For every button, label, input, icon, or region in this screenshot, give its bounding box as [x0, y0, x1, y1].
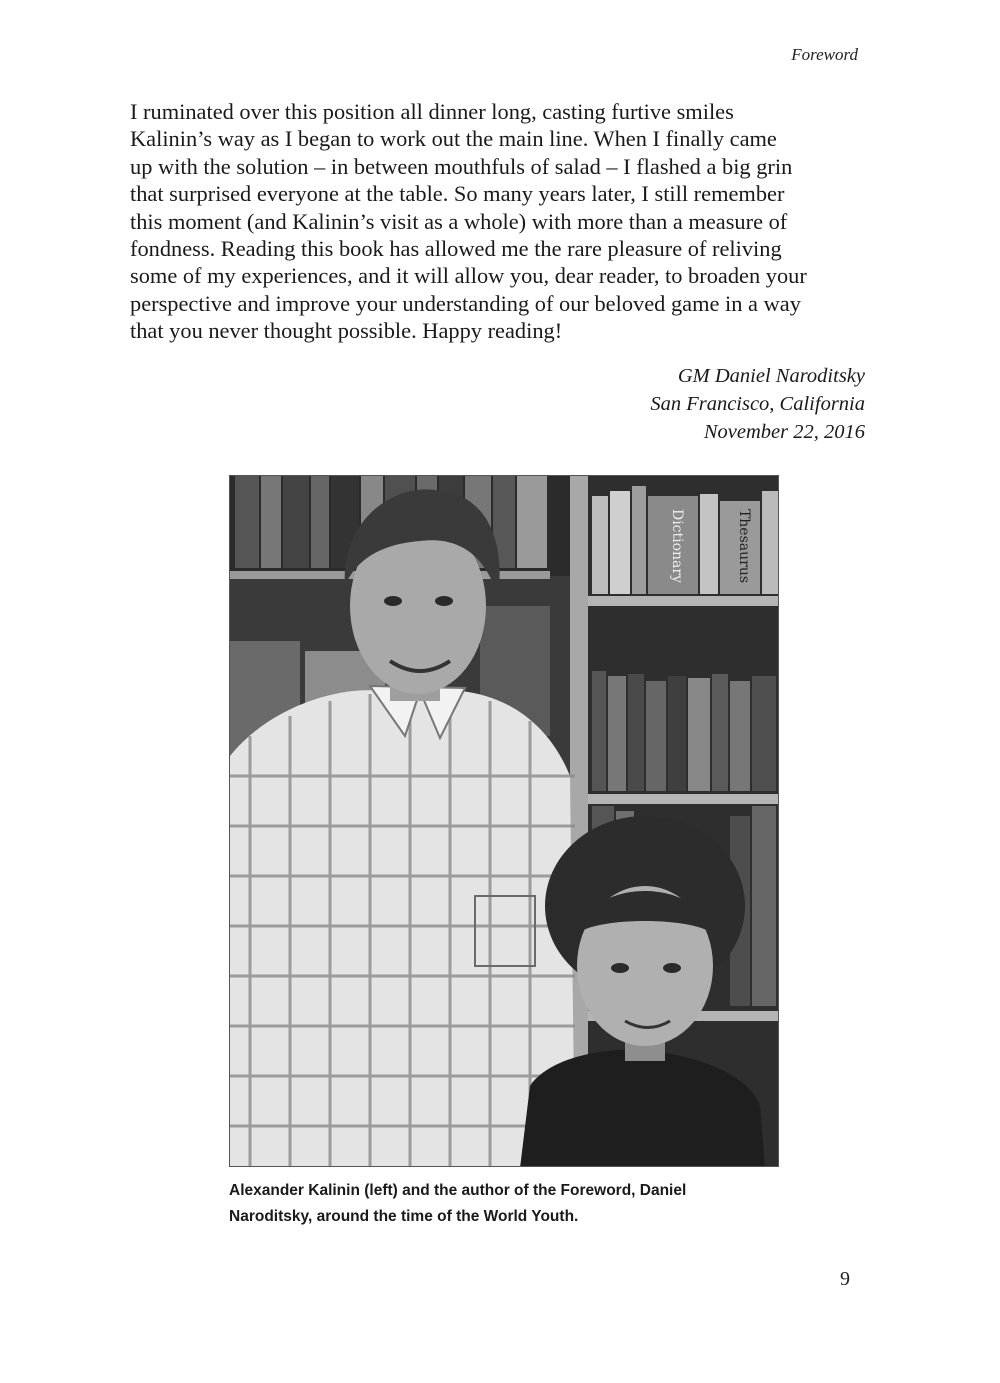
caption-line: Naroditsky, around the time of the World Youth. [229, 1208, 579, 1225]
body-line: perspective and improve your understanding of our beloved game in a way [130, 290, 801, 316]
body-line: that surprised everyone at the table. So many years later, I still remember [130, 181, 785, 207]
photo-caption [229, 1178, 789, 1230]
caption-line: Alexander Kalinin (left) and the author of the Foreword, Daniel [229, 1182, 687, 1199]
photograph [229, 475, 779, 1167]
body-line: that you never thought possible. Happy reading! [130, 318, 563, 344]
body-line: this moment (and Kalinin’s visit as a whole) with more than a measure of [130, 208, 788, 234]
body-line: I ruminated over this position all dinner long, casting furtive smiles [130, 99, 734, 124]
photo-illustration [230, 476, 779, 1167]
book-spine-label: Thesaurus [736, 508, 752, 584]
signature-date: November 22, 2016 [703, 421, 865, 443]
body-line: some of my experiences, and it will allow you, dear reader, to broaden your [130, 263, 807, 289]
signature-name: GM Daniel Naroditsky [677, 365, 865, 387]
body-line: up with the solution – in between mouthfuls of salad – I flashed a big grin [130, 153, 793, 179]
signature-place: San Francisco, California [650, 393, 865, 415]
running-head: Foreword [791, 45, 858, 64]
body-paragraph [130, 98, 870, 345]
page-number: 9 [840, 1268, 850, 1290]
signature-block [650, 362, 865, 446]
body-line: Kalinin’s way as I began to work out the main line. When I finally came [130, 126, 777, 152]
book-spine-label: Dictionary [669, 508, 685, 584]
body-line: fondness. Reading this book has allowed me the rare pleasure of reliving [130, 236, 782, 262]
